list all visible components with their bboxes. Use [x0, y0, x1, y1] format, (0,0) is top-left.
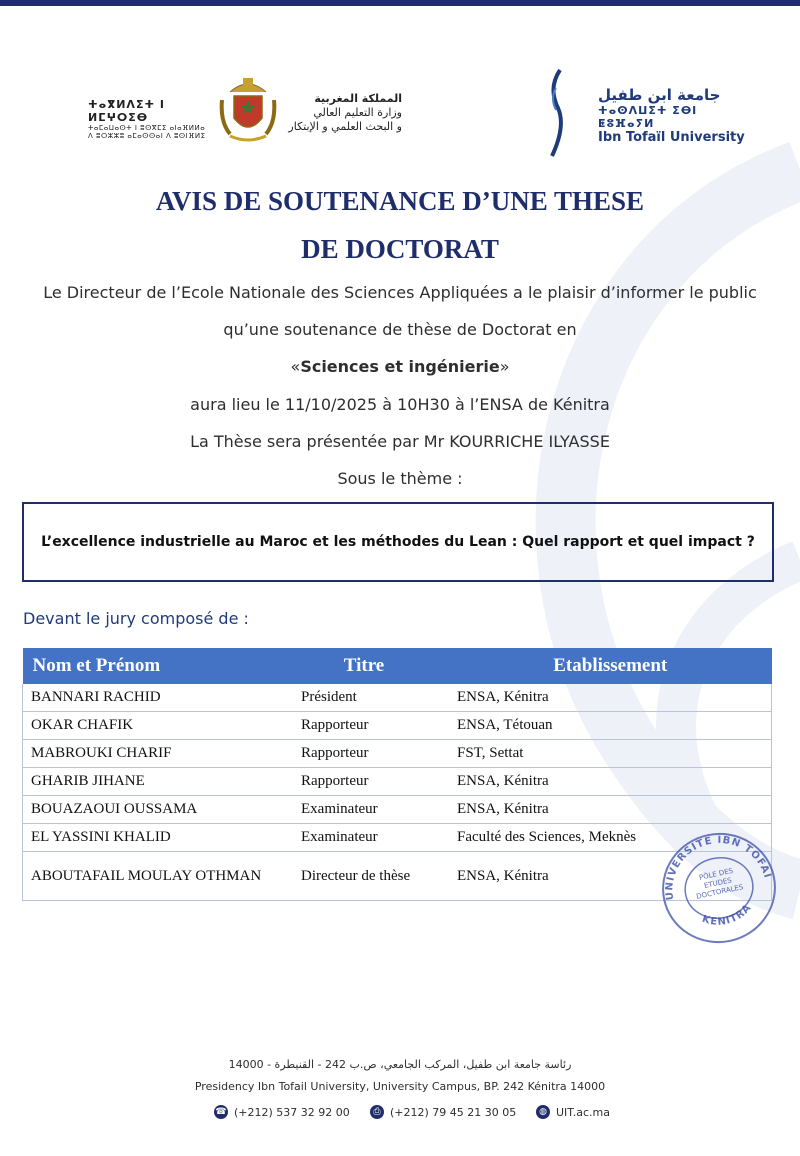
- footer-arabic-address: رئاسة جامعة ابن طفيل، المركب الجامعي، ص.ب 242 - القنيطرة - 14000: [228, 1058, 572, 1071]
- close-quote: »: [499, 357, 510, 376]
- official-stamp: [654, 826, 784, 948]
- footer-contacts: [210, 1105, 610, 1125]
- table-row: [23, 796, 772, 824]
- ibn-tofail-university-logo-icon: [546, 68, 566, 158]
- tifinagh-line-1: ⵜⴰⴳⵍⴷⵉⵜ ⵏ ⵍⵎⵖⵔⵉⴱ: [88, 98, 166, 124]
- header-title: Titre: [343, 655, 385, 676]
- fax-icon: ⎙: [370, 1105, 384, 1119]
- jury-role: Président: [279, 684, 449, 712]
- stamp-outer-text: UNIVERSITE IBN TOFAIL: [664, 834, 773, 901]
- jury-institution: ENSA, Tétouan: [449, 712, 772, 740]
- stamp-bottom-text: KENITRA: [700, 902, 754, 928]
- jury-institution: Faculté des Sciences, Meknès: [449, 824, 772, 852]
- fax-contact: [370, 1105, 516, 1119]
- globe-icon: ◍: [536, 1105, 550, 1119]
- jury-role: Rapporteur: [279, 768, 449, 796]
- stamp-center-text: PÔLE DES ETUDES DOCTORALES: [695, 866, 745, 901]
- website-link[interactable]: UIT.ac.ma: [556, 1105, 610, 1119]
- intro-line-1: Le Directeur de l’Ecole Nationale des Sciences Appliquées a le plaisir d’informer le public: [43, 283, 757, 302]
- candidate-line: La Thèse sera présentée par Mr KOURRICHE ILYASSE: [190, 432, 610, 451]
- notice-title-line-2: DE DOCTORAT: [301, 234, 499, 264]
- jury-role: Rapporteur: [279, 712, 449, 740]
- table-row: [23, 712, 772, 740]
- table-row: [23, 740, 772, 768]
- date-location-line: aura lieu le 11/10/2025 à 10H30 à l’ENSA de Kénitra: [190, 395, 610, 414]
- fax-number: (+212) 79 45 21 30 05: [390, 1105, 517, 1119]
- jury-table-header-row: [23, 648, 772, 684]
- ministry-line-1: المملكة المغربية: [314, 92, 402, 105]
- notice-title-line-1: AVIS DE SOUTENANCE D’UNE THESE: [155, 186, 645, 216]
- theme-intro-line: Sous le thème :: [337, 469, 463, 488]
- open-quote: «: [290, 357, 301, 376]
- jury-name: BANNARI RACHID: [23, 684, 280, 712]
- intro-line-2: qu’une soutenance de thèse de Doctorat en: [223, 320, 577, 339]
- jury-role: Examinateur: [279, 824, 449, 852]
- thesis-theme-box: [22, 502, 774, 582]
- table-row: [23, 684, 772, 712]
- jury-institution: ENSA, Kénitra: [449, 796, 772, 824]
- phone-icon: ☎: [215, 1107, 227, 1117]
- ministry-arabic-text: [290, 92, 402, 134]
- website-contact[interactable]: [536, 1105, 610, 1119]
- jury-institution: FST, Settat: [449, 740, 772, 768]
- footer-address: Presidency Ibn Tofail University, University Campus, BP. 242 Kénitra 14000: [194, 1080, 606, 1093]
- jury-role: Examinateur: [279, 796, 449, 824]
- jury-name: MABROUKI CHARIF: [23, 740, 280, 768]
- tifinagh-ministry-text: [88, 98, 206, 140]
- tifinagh-line-3: ⴷ ⵓⵔⵣⵣⵓ ⴰⵎⴰⵙⵙⴰⵏ ⴷ ⵓⵙⵏⴼⵍⵉ: [88, 132, 206, 140]
- jury-institution: ENSA, Kénitra: [449, 684, 772, 712]
- jury-name: BOUAZAOUI OUSSAMA: [23, 796, 280, 824]
- jury-role: Directeur de thèse: [279, 852, 449, 901]
- table-row: [23, 768, 772, 796]
- jury-name: OKAR CHAFIK: [23, 712, 280, 740]
- discipline-name: Sciences et ingénierie: [300, 357, 500, 376]
- jury-name: GHARIB JIHANE: [23, 768, 280, 796]
- jury-name: ABOUTAFAIL MOULAY OTHMAN: [23, 852, 280, 901]
- jury-institution: ENSA, Kénitra: [449, 852, 772, 901]
- phone-number: (+212) 537 32 92 00: [234, 1105, 350, 1119]
- jury-name: EL YASSINI KHALID: [23, 824, 280, 852]
- header-name: Nom et Prénom: [32, 655, 161, 676]
- header-institution: Etablissement: [553, 655, 668, 676]
- ministry-line-3: و البحث العلمي و الإبتكار: [288, 120, 402, 133]
- jury-institution: ENSA, Kénitra: [449, 768, 772, 796]
- jury-label: Devant le jury composé de :: [23, 609, 249, 628]
- discipline-line: [0, 357, 800, 376]
- university-name-tifinagh: ⵜⴰⵙⴷⵡⵉⵜ ⵉⴱⵏ ⵟⵓⴼⴰⵢⵍ: [598, 104, 698, 130]
- university-name-arabic: جامعة ابن طفيل: [598, 86, 721, 104]
- moroccan-coat-of-arms-icon: [216, 74, 280, 144]
- jury-role: Rapporteur: [279, 740, 449, 768]
- phone-contact: [214, 1105, 350, 1119]
- ministry-line-2: وزارة التعليم العالي: [313, 106, 402, 119]
- university-name-english: Ibn Tofaïl University: [598, 130, 745, 145]
- thesis-theme-text: L’excellence industrielle au Maroc et les méthodes du Lean : Quel rapport et quel impact ?: [41, 534, 755, 550]
- university-name-block: [598, 86, 748, 145]
- tifinagh-line-2: ⵜⴰⵎⴰⵡⴰⵙⵜ ⵏ ⵓⵙⴳⵎⵉ ⴰⵏⴰⴼⵍⵍⴰ: [88, 124, 206, 132]
